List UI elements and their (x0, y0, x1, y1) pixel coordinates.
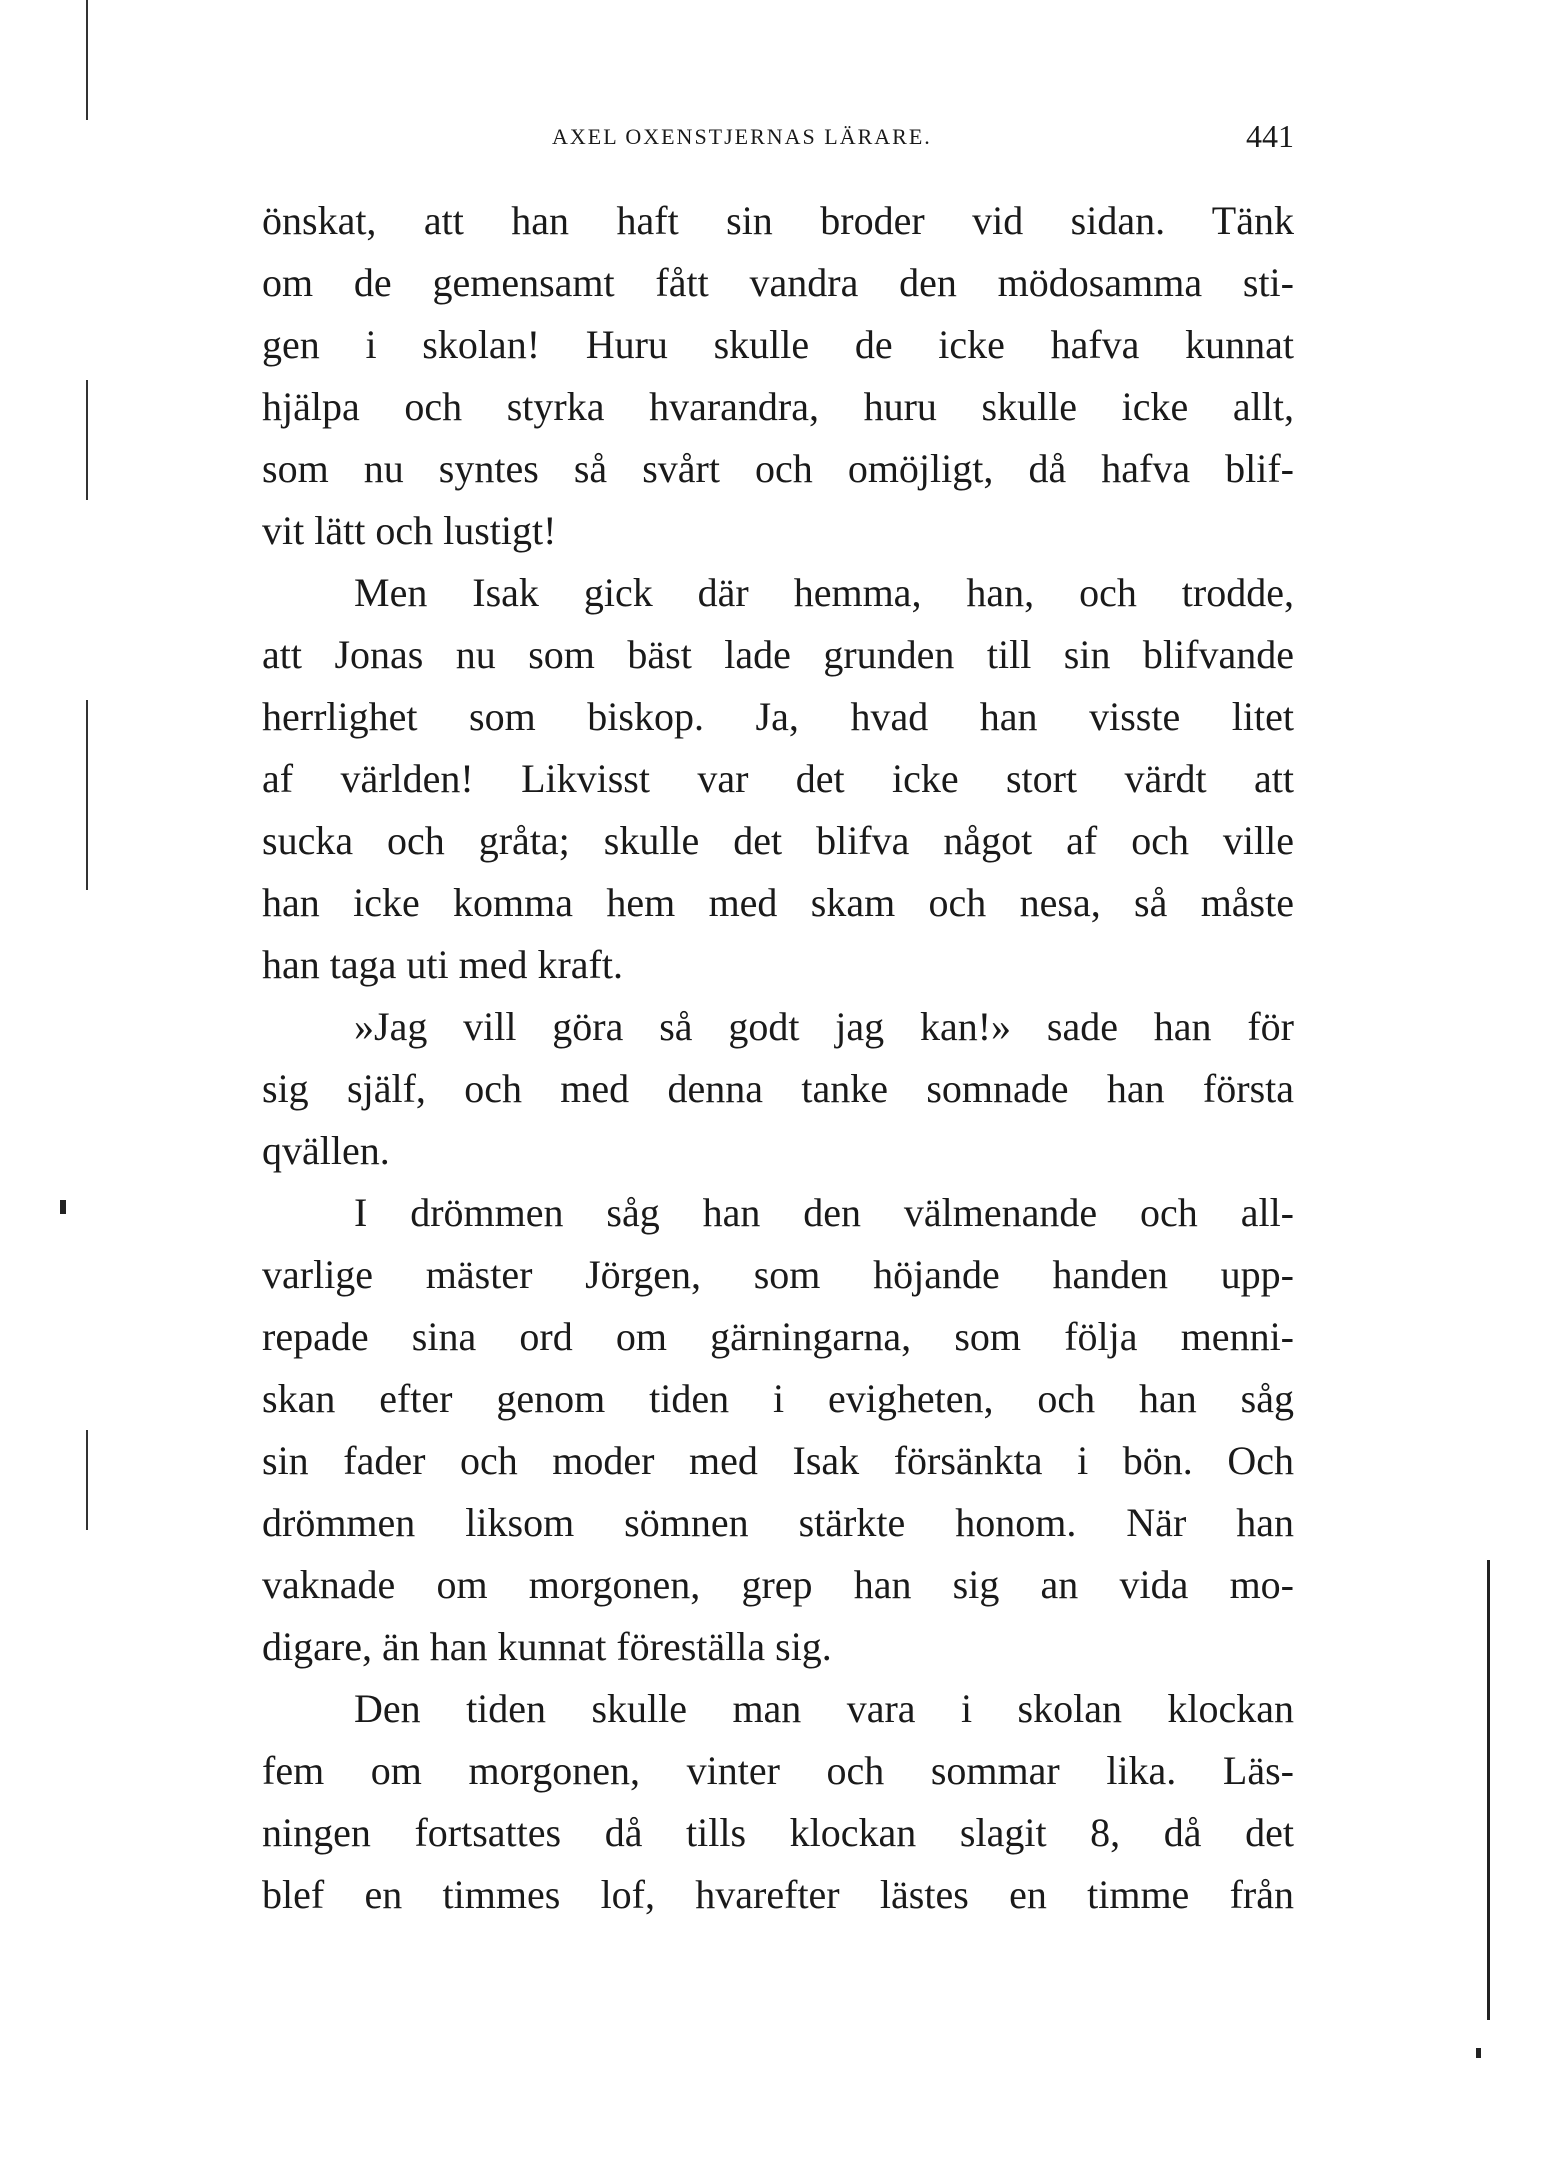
text-line: ningen fortsattes då tills klockan slagit 8, då det (262, 1810, 1294, 1855)
text-line: »Jag vill göra så godt jag kan!» sade han för (354, 1004, 1294, 1049)
text-line: skan efter genom tiden i evigheten, och han såg (262, 1376, 1294, 1421)
text-line: sucka och gråta; skulle det blifva något af och ville (262, 818, 1294, 863)
text-line: han taga uti med kraft. (262, 942, 623, 987)
text-line: drömmen liksom sömnen stärkte honom. När han (262, 1500, 1294, 1545)
scan-speck (1476, 2048, 1481, 2058)
text-line: blef en timmes lof, hvarefter lästes en timme från (262, 1872, 1294, 1917)
text-line: fem om morgonen, vinter och sommar lika. Läs- (262, 1748, 1294, 1793)
text-line: sin fader och moder med Isak försänkta i bön. Och (262, 1438, 1294, 1483)
text-line: digare, än han kunnat föreställa sig. (262, 1624, 832, 1669)
scan-edge-left (86, 0, 88, 120)
scan-edge-left (86, 380, 88, 500)
text-line: gen i skolan! Huru skulle de icke hafva kunnat (262, 322, 1294, 367)
text-line: repade sina ord om gärningarna, som följa menni- (262, 1314, 1294, 1359)
running-title: AXEL OXENSTJERNAS LÄRARE. (552, 124, 932, 149)
page-number: 441 (1246, 118, 1294, 154)
text-line: att Jonas nu som bäst lade grunden till sin blifvande (262, 632, 1294, 677)
text-line: af världen! Likvisst var det icke stort värdt att (262, 756, 1294, 801)
text-line: om de gemensamt fått vandra den mödosamma sti- (262, 260, 1294, 305)
scan-edge-right (1487, 1560, 1490, 2020)
text-line: vit lätt och lustigt! (262, 508, 557, 553)
text-line: herrlighet som biskop. Ja, hvad han visste litet (262, 694, 1294, 739)
text-line: varlige mäster Jörgen, som höjande handen upp- (262, 1252, 1294, 1297)
scan-speck (60, 1200, 66, 1214)
running-head (262, 118, 1294, 158)
text-line: sig själf, och med denna tanke somnade han första (262, 1066, 1294, 1111)
text-line: önskat, att han haft sin broder vid sidan. Tänk (262, 198, 1294, 243)
scan-edge-left (86, 1430, 88, 1530)
text-line: vaknade om morgonen, grep han sig an vida mo- (262, 1562, 1294, 1607)
text-line: Men Isak gick där hemma, han, och trodde, (354, 570, 1294, 615)
text-line: som nu syntes så svårt och omöjligt, då hafva blif- (262, 446, 1294, 491)
body-text (262, 190, 1294, 1926)
text-line: hjälpa och styrka hvarandra, huru skulle icke allt, (262, 384, 1294, 429)
scan-edge-left (86, 700, 88, 890)
text-line: Den tiden skulle man vara i skolan klockan (354, 1686, 1294, 1731)
text-line: qvällen. (262, 1128, 390, 1173)
text-line: I drömmen såg han den välmenande och all- (354, 1190, 1294, 1235)
text-line: han icke komma hem med skam och nesa, så måste (262, 880, 1294, 925)
